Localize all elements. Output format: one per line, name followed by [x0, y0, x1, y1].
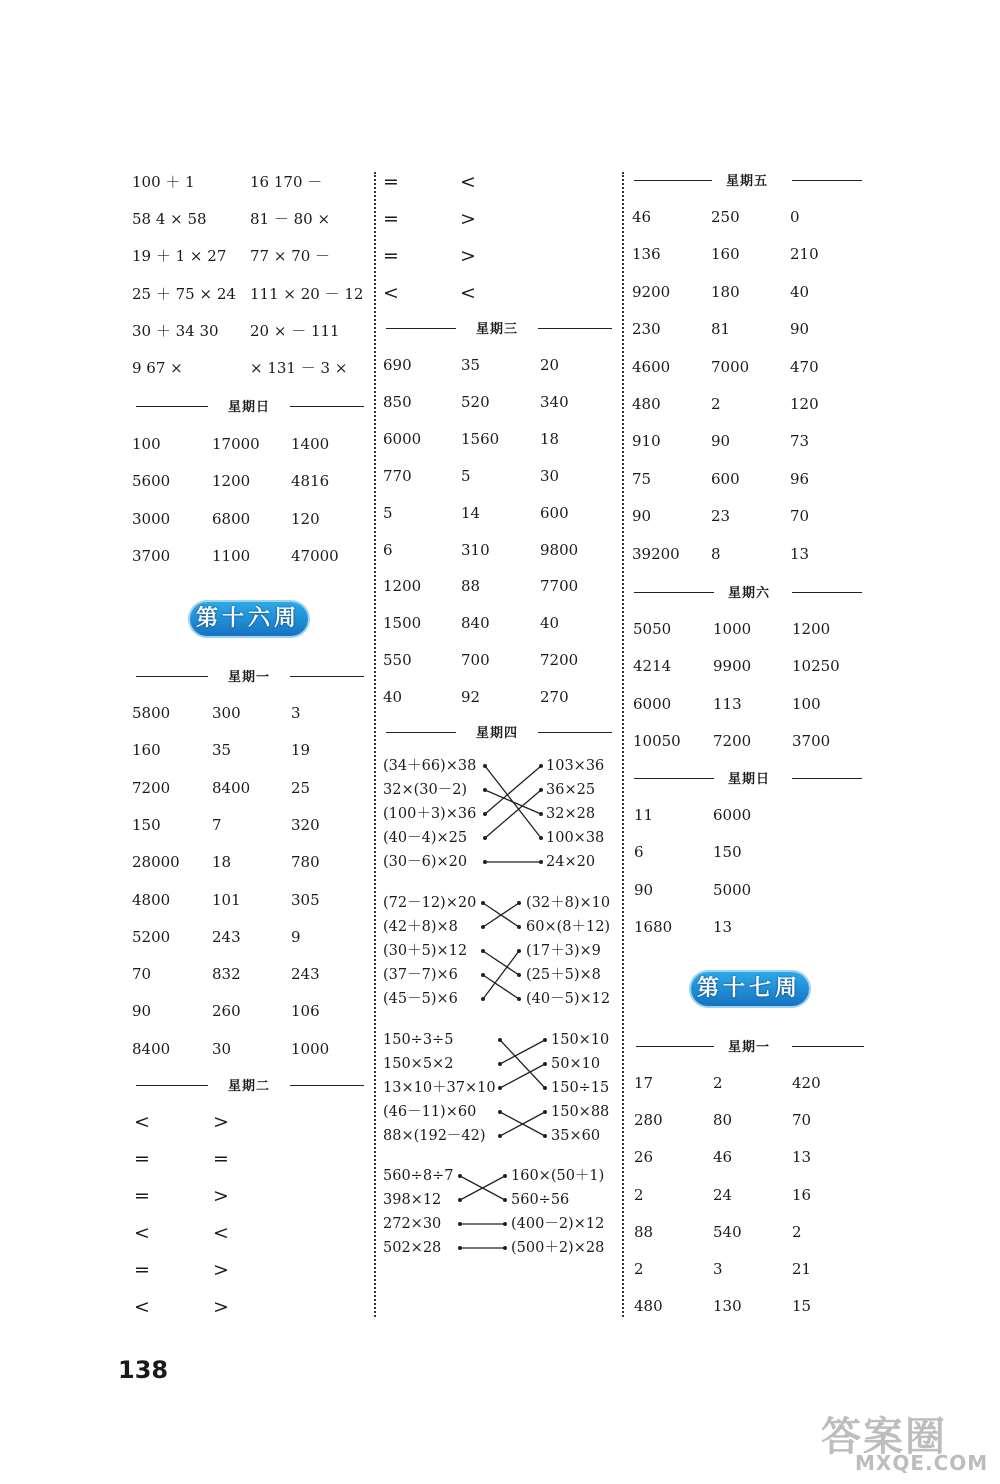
answer-cell: 88 — [461, 577, 481, 596]
answer-cell: 6800 — [212, 510, 251, 528]
answer-cell: 243 — [212, 927, 241, 946]
answer-cell: 210 — [790, 245, 819, 264]
match-expression-right: 50×10 — [551, 1056, 601, 1072]
match-expression-right: (17＋3)×9 — [526, 943, 601, 959]
answer-cell: 101 — [212, 890, 241, 909]
answer-cell: 70 — [790, 507, 810, 526]
answer-cell: 850 — [383, 392, 412, 411]
answer-cell: 96 — [790, 469, 810, 488]
match-dot — [458, 1222, 462, 1226]
match-line — [483, 975, 519, 999]
answer-cell: 46 — [713, 1148, 733, 1167]
match-expression-left: 88×(192－42) — [383, 1128, 486, 1144]
answer-cell: 4816 — [291, 472, 330, 490]
match-dot — [483, 812, 487, 816]
match-dot — [483, 836, 487, 840]
match-dot — [539, 788, 543, 792]
comparison-symbol: < — [213, 1222, 229, 1244]
answer-cell: 23 — [711, 507, 731, 526]
answer-cell: 106 — [291, 1002, 320, 1021]
answer-cell: 260 — [212, 1002, 241, 1021]
answer-cell: 113 — [713, 694, 742, 713]
match-expression-right: 150÷15 — [551, 1080, 610, 1096]
comparison-symbol: > — [213, 1296, 229, 1318]
answer-cell: 9800 — [540, 540, 579, 559]
match-expression-right: 150×10 — [551, 1032, 610, 1048]
match-dot — [483, 860, 487, 864]
comparison-symbol: > — [460, 208, 476, 230]
expr-cell: × 131 － 3 × — [250, 359, 348, 377]
match-line — [500, 1040, 545, 1088]
answer-cell: 150 — [713, 843, 742, 862]
answer-cell: 88 — [634, 1222, 654, 1241]
match-expression-left: 13×10＋37×10 — [383, 1080, 496, 1096]
section-title: 星期一 — [228, 670, 271, 685]
expr-cell: 16 170 － — [250, 173, 323, 191]
answer-cell: 120 — [291, 510, 320, 528]
answer-cell: 550 — [383, 651, 412, 670]
match-dot — [539, 764, 543, 768]
section-title: 星期日 — [228, 400, 271, 415]
expr-cell: 20 × － 111 — [250, 322, 340, 340]
match-expression-right: 24×20 — [546, 854, 596, 870]
match-expression-left: (30＋5)×12 — [383, 943, 468, 959]
match-expression-left: 150×5×2 — [383, 1056, 454, 1072]
answer-cell: 3 — [713, 1260, 723, 1278]
answer-cell: 700 — [461, 651, 490, 670]
answer-cell: 305 — [291, 890, 320, 909]
match-dot — [539, 836, 543, 840]
comparison-symbol: = — [383, 245, 399, 267]
answer-cell: 20 — [540, 356, 560, 374]
section-title: 星期五 — [726, 174, 769, 189]
answer-cell: 6 — [383, 540, 393, 559]
match-expression-left: (72－12)×20 — [383, 895, 477, 911]
match-expression-left: (100＋3)×36 — [383, 806, 477, 822]
answer-cell: 2 — [792, 1222, 802, 1241]
match-dot — [498, 1086, 502, 1090]
comparison-symbol: < — [460, 171, 476, 193]
answer-cell: 4214 — [633, 657, 672, 676]
match-expression-right: (400－2)×12 — [511, 1216, 605, 1232]
answer-cell: 7200 — [132, 778, 171, 797]
answer-cell: 73 — [790, 432, 810, 451]
answer-cell: 3000 — [132, 510, 171, 528]
answer-cell: 70 — [792, 1111, 812, 1130]
expr-cell: 19 ＋ 1 × 27 — [132, 247, 227, 265]
match-expression-left: (34＋66)×38 — [383, 758, 477, 774]
match-expression-left: 398×12 — [383, 1192, 442, 1208]
answer-cell: 100 — [132, 435, 161, 453]
match-expression-right: (40－5)×12 — [526, 991, 611, 1007]
match-dot — [481, 997, 485, 1001]
match-expression-left: 32×(30－2) — [383, 782, 468, 798]
answer-cell: 90 — [132, 1002, 152, 1021]
match-line — [500, 1064, 545, 1088]
section-header-saturday — [634, 582, 862, 604]
answer-cell: 35 — [461, 356, 481, 374]
match-dot — [481, 901, 485, 905]
answer-cell: 1000 — [291, 1039, 330, 1058]
match-line — [485, 790, 541, 814]
answer-cell: 17000 — [212, 435, 260, 453]
match-expression-left: 502×28 — [383, 1240, 442, 1256]
match-expression-left: (40－4)×25 — [383, 830, 468, 846]
match-dot — [543, 1110, 547, 1114]
match-dot — [539, 812, 543, 816]
match-line — [483, 951, 519, 975]
answer-cell: 9200 — [632, 282, 671, 301]
answer-cell: 2 — [634, 1260, 644, 1278]
answer-cell: 770 — [383, 466, 412, 485]
answer-cell: 19 — [291, 741, 311, 760]
answer-cell: 480 — [632, 395, 661, 413]
match-expression-left: 560÷8÷7 — [383, 1168, 454, 1184]
comparison-symbol: = — [213, 1148, 229, 1170]
answer-cell: 7200 — [540, 651, 579, 670]
answer-cell: 1500 — [383, 614, 422, 633]
answer-cell: 340 — [540, 392, 569, 411]
section-header-friday — [634, 170, 862, 192]
answer-cell: 21 — [792, 1260, 812, 1278]
answer-cell: 6000 — [383, 429, 422, 448]
week-16-badge: 第 十 六 周 — [190, 602, 308, 636]
answer-cell: 250 — [711, 208, 740, 226]
answer-cell: 100 — [792, 694, 821, 713]
answer-cell: 160 — [711, 245, 740, 264]
answer-cell: 5200 — [132, 927, 171, 946]
comparison-symbol: = — [134, 1148, 150, 1170]
week-17-badge: 第 十 七 周 — [691, 972, 809, 1006]
answer-cell: 40 — [790, 282, 810, 301]
comparison-symbol: > — [460, 245, 476, 267]
answer-cell: 280 — [634, 1111, 663, 1130]
answer-cell: 5000 — [713, 880, 752, 899]
answer-cell: 2 — [634, 1185, 644, 1204]
match-line — [500, 1040, 545, 1064]
match-dot — [483, 764, 487, 768]
match-expression-left: 150÷3÷5 — [383, 1032, 454, 1048]
answer-cell: 180 — [711, 282, 740, 301]
comparison-symbol: = — [383, 208, 399, 230]
answer-cell: 5800 — [132, 704, 171, 722]
match-expression-left: (45－5)×6 — [383, 991, 458, 1007]
answer-cell: 5 — [461, 466, 471, 485]
answer-cell: 4800 — [132, 890, 171, 909]
answer-cell: 5 — [383, 503, 393, 522]
section-title: 星期三 — [476, 322, 519, 337]
answer-cell: 26 — [634, 1148, 654, 1167]
match-dot — [498, 1134, 502, 1138]
section-title: 星期四 — [476, 726, 519, 741]
comparison-symbol: = — [134, 1185, 150, 1207]
match-expression-left: (46－11)×60 — [383, 1104, 477, 1120]
answer-cell: 160 — [132, 741, 161, 760]
answer-cell: 3700 — [132, 547, 171, 565]
answer-cell: 28000 — [132, 853, 180, 872]
match-expression-right: 100×38 — [546, 830, 605, 846]
section-header-sunday-2 — [634, 768, 862, 790]
answer-cell: 780 — [291, 853, 320, 872]
answer-cell: 90 — [632, 507, 652, 526]
answer-cell: 16 — [792, 1185, 812, 1204]
match-dot — [483, 788, 487, 792]
match-expression-right: 560÷56 — [511, 1192, 570, 1208]
answer-cell: 1680 — [634, 917, 673, 936]
answer-cell: 470 — [790, 357, 819, 376]
expr-cell: 111 × 20 － 12 — [250, 285, 364, 303]
comparison-symbol: = — [134, 1259, 150, 1281]
answer-cell: 300 — [212, 704, 241, 722]
match-dot — [458, 1246, 462, 1250]
answer-cell: 1200 — [383, 577, 422, 596]
answer-cell: 47000 — [291, 547, 339, 565]
answer-cell: 130 — [713, 1297, 742, 1316]
expr-cell: 25 ＋ 75 × 24 — [132, 285, 236, 303]
answer-cell: 30 — [212, 1039, 232, 1058]
match-expression-right: 32×28 — [546, 806, 596, 822]
answer-cell: 8400 — [212, 778, 251, 797]
answer-cell: 5600 — [132, 472, 171, 490]
answer-cell: 832 — [212, 965, 241, 984]
section-header-monday-2 — [636, 1036, 864, 1058]
answer-cell: 7200 — [713, 731, 752, 750]
answer-cell: 230 — [632, 320, 661, 339]
answer-cell: 120 — [790, 395, 819, 413]
answer-cell: 1560 — [461, 429, 500, 448]
answer-cell: 10050 — [633, 731, 681, 750]
answer-cell: 39200 — [632, 544, 680, 563]
answer-cell: 8400 — [132, 1039, 171, 1058]
match-expression-right: 150×88 — [551, 1104, 610, 1120]
answer-cell: 17 — [634, 1074, 654, 1092]
answer-cell: 40 — [540, 614, 560, 633]
answer-cell: 81 — [711, 320, 731, 339]
match-expression-right: 35×60 — [551, 1128, 601, 1144]
expr-cell: 30 ＋ 34 30 — [132, 322, 219, 340]
section-title: 星期二 — [228, 1079, 271, 1094]
answer-cell: 70 — [132, 965, 152, 984]
answer-cell: 90 — [711, 432, 731, 451]
section-title: 星期日 — [728, 772, 771, 787]
answer-cell: 7700 — [540, 577, 579, 596]
answer-cell: 15 — [792, 1297, 812, 1316]
answer-cell: 30 — [540, 466, 560, 485]
comparison-symbol: > — [213, 1185, 229, 1207]
answer-cell: 480 — [634, 1297, 663, 1316]
match-expression-right: 60×(8＋12) — [526, 919, 611, 935]
match-dot — [503, 1174, 507, 1178]
answer-cell: 136 — [632, 245, 661, 264]
match-expression-right: 160×(50＋1) — [511, 1168, 605, 1184]
expr-cell: 100 ＋ 1 — [132, 173, 195, 191]
match-line — [485, 766, 541, 814]
answer-cell: 14 — [461, 503, 481, 522]
answer-cell: 1000 — [713, 620, 752, 638]
answer-cell: 9 — [291, 927, 301, 946]
answer-cell: 13 — [713, 917, 733, 936]
answer-cell: 270 — [540, 688, 569, 707]
match-dot — [543, 1062, 547, 1066]
answer-cell: 11 — [634, 806, 654, 824]
answer-cell: 6000 — [713, 806, 752, 824]
answer-cell: 92 — [461, 688, 481, 707]
answer-cell: 1400 — [291, 435, 330, 453]
answer-cell: 9900 — [713, 657, 752, 676]
answer-cell: 5050 — [633, 620, 672, 638]
match-dot — [517, 949, 521, 953]
answer-cell: 4600 — [632, 357, 671, 376]
answer-cell: 310 — [461, 540, 490, 559]
answer-cell: 1100 — [212, 547, 251, 565]
answer-cell: 10250 — [792, 657, 840, 676]
answer-cell: 690 — [383, 356, 412, 374]
expr-cell: 58 4 × 58 — [132, 210, 207, 228]
answer-cell: 0 — [790, 208, 800, 226]
answer-cell: 910 — [632, 432, 661, 451]
match-expression-right: (25＋5)×8 — [526, 967, 601, 983]
match-dot — [539, 860, 543, 864]
match-dot — [498, 1038, 502, 1042]
answer-cell: 40 — [383, 688, 403, 707]
answer-cell: 7 — [212, 815, 222, 834]
match-dot — [543, 1038, 547, 1042]
answer-cell: 8 — [711, 544, 721, 563]
match-dot — [498, 1110, 502, 1114]
page-number: 138 — [118, 1356, 169, 1384]
match-dot — [481, 973, 485, 977]
answer-cell: 75 — [632, 469, 652, 488]
expr-cell: 9 67 × — [132, 359, 183, 377]
section-title: 星期六 — [728, 586, 771, 601]
match-dot — [543, 1086, 547, 1090]
answer-cell: 6000 — [633, 694, 672, 713]
answer-cell: 3 — [291, 704, 301, 722]
comparison-symbol: = — [383, 171, 399, 193]
answer-cell: 600 — [540, 503, 569, 522]
answer-cell: 600 — [711, 469, 740, 488]
answer-cell: 90 — [790, 320, 810, 339]
match-dot — [458, 1174, 462, 1178]
comparison-symbol: > — [213, 1111, 229, 1133]
answer-cell: 7000 — [711, 357, 750, 376]
match-dot — [481, 949, 485, 953]
section-title: 星期一 — [728, 1040, 771, 1055]
match-dot — [503, 1246, 507, 1250]
answer-cell: 18 — [212, 853, 232, 872]
answer-cell: 420 — [792, 1074, 821, 1092]
match-expression-left: (30－6)×20 — [383, 854, 468, 870]
answer-cell: 1200 — [792, 620, 831, 638]
match-dot — [481, 925, 485, 929]
comparison-symbol: < — [134, 1111, 150, 1133]
match-dot — [498, 1062, 502, 1066]
expr-cell: 77 × 70 － — [250, 247, 331, 265]
answer-cell: 520 — [461, 392, 490, 411]
match-dot — [503, 1222, 507, 1226]
comparison-symbol: < — [383, 282, 399, 304]
match-expression-right: 36×25 — [546, 782, 596, 798]
match-dot — [517, 997, 521, 1001]
answer-cell: 320 — [291, 815, 320, 834]
answer-cell: 840 — [461, 614, 490, 633]
match-dot — [503, 1198, 507, 1202]
match-expression-right: (32＋8)×10 — [526, 895, 611, 911]
comparison-symbol: < — [460, 282, 476, 304]
match-expression-right: 103×36 — [546, 758, 605, 774]
answer-cell: 540 — [713, 1222, 742, 1241]
comparison-symbol: < — [134, 1296, 150, 1318]
answer-cell: 24 — [713, 1185, 733, 1204]
match-expression-left: 272×30 — [383, 1216, 442, 1232]
comparison-symbol: > — [213, 1259, 229, 1281]
answer-cell: 80 — [713, 1111, 733, 1130]
match-expression-left: (42＋8)×8 — [383, 919, 458, 935]
match-expression-left: (37－7)×6 — [383, 967, 458, 983]
answer-cell: 2 — [711, 395, 721, 413]
answer-cell: 25 — [291, 778, 311, 797]
answer-cell: 1200 — [212, 472, 251, 490]
match-line — [483, 951, 519, 999]
expr-cell: 81 － 80 × — [250, 210, 331, 228]
match-dot — [543, 1134, 547, 1138]
answer-cell: 46 — [632, 208, 652, 226]
answer-cell: 150 — [132, 815, 161, 834]
answer-cell: 6 — [634, 843, 644, 862]
match-dot — [517, 901, 521, 905]
watermark-logo: 答案圈 MXQE.COM — [821, 1414, 989, 1475]
comparison-symbol: < — [134, 1222, 150, 1244]
answer-cell: 2 — [713, 1074, 723, 1092]
answer-cell: 243 — [291, 965, 320, 984]
answer-cell: 3700 — [792, 731, 831, 750]
match-expression-right: (500＋2)×28 — [511, 1240, 605, 1256]
answer-cell: 90 — [634, 880, 654, 899]
answer-cell: 35 — [212, 741, 232, 760]
match-dot — [517, 973, 521, 977]
match-line — [485, 790, 541, 838]
answer-cell: 13 — [790, 544, 810, 563]
answer-cell: 18 — [540, 429, 560, 448]
answer-cell: 13 — [792, 1148, 812, 1167]
match-dot — [458, 1198, 462, 1202]
match-dot — [517, 925, 521, 929]
